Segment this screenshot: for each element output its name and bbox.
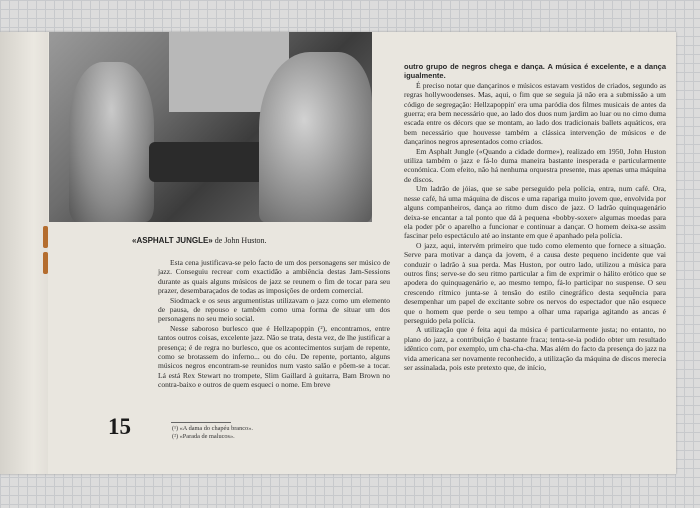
binding-staple [43, 226, 50, 274]
footnotes [172, 425, 253, 441]
caption-title: «ASPHALT JUNGLE» [132, 236, 213, 245]
photo-caption [132, 236, 267, 245]
paragraph: Siodmack e os seus argumentistas utilizavam o jazz como um elemento de pausa, de repouso e também como uma forma de situar um dos personagens no seu meio social. [158, 295, 390, 324]
paragraph: outro grupo de negros chega e dança. A música é excelente, e a dança igualmente. [404, 62, 666, 81]
photo-woman-figure [69, 62, 154, 222]
paragraph: Um ladrão de jóias, que se sabe perseguido pela polícia, entra, num café. Ora, nesse café, há uma máquina de discos e uma rapariga muito jovem que, envolvida por alguns companheiros, dança ao ritmo dum disco de jazz. O ladrão quinquagenário deixa-se encantar a tal ponto que dá à pequena «bobby-soxer» algumas moedas para ela poder pôr o aparelho a funcionar e continuar a dançar. O homem deixa-se assim fascinar pelo espectáculo até ao instante em que é apanhado pela polícia. [404, 184, 666, 241]
page-number: 15 [108, 414, 131, 439]
paragraph: O jazz, aqui, intervém primeiro que tudo como elemento que fornece a situação. Serve para motivar a dança da jovem, é a causa deste pequeno incidente que vai conduzir o ladrão à sua perda. Mas Huston, por outro lado, utilizou a música para outros fins; serve-se do seu ritmo particular a fim de exprimir o hálito erótico que se apodera do quinquagenário e, ao mesmo tempo, fá-lo participar no suspense. O seu crescendo rítmico junta-se à tensão do estilo cinegráfico desta sequência para desempenhar um papel de excitante sobre os nervos do espectador que não esquece que o homem que perde o seu tempo a olhar uma rapariga agitando as ancas é perseguido pela polícia. [404, 240, 666, 325]
film-still-photo [49, 32, 372, 222]
paragraph: Nesse saboroso burlesco que é Hellzapoppin (²), encontramos, entre tantos outros coisas, excelente jazz. Não se trata, desta vez, de lhe justificar a presença; é de regra no burlesco, que os acontecimentos surjam de repente, como se brotassem do inferno... ou do céu. De repente, portanto, alguns músicos negros encontram-se reunidos num vasto salão e põem-se a tocar. Lá está Rex Stewart no trompete, Slim Gaillard à guitarra, Bam Brown no contra-baixo e outros de quem esqueci o nome. Em breve [158, 323, 390, 390]
caption-credit: de John Huston. [212, 236, 267, 245]
footnote: (¹) «A dama do chapéu branco». [172, 425, 253, 432]
page-fold [0, 32, 48, 474]
paragraph: A utilização que é feita aqui da música é particularmente justa; no entanto, no plano do jazz, a contribuição é bastante fraca; tenta-se-ia podido obter um resultado idêntico com, por exemplo, um cha-cha-cha. Mas além do facto da presença do jazz na vida americana ser novamente reconhecido, a utilização da máquina de discos merecia ser assinalada, pois este pretexto que, de início, [404, 325, 666, 372]
footnote: (²) «Parada de malucos». [172, 433, 235, 440]
footnote-rule [171, 422, 231, 423]
paragraph: Esta cena justificava-se pelo facto de um dos personagens ser músico de jazz. Conseguiu recrear com exactidão a ambiência destas Jam-Sessions durante as quais alguns músicos de jazz se reunem o fim de tocar para seu prazer, desembaraçados de todas as imposições de ordem comercial. [158, 258, 390, 296]
paragraph: Em Asphalt Jungle («Quando a cidade dorme»), realizado em 1950, John Huston utiliza também o jazz e fá-lo duma maneira bastante inesperada e particularmente económica. Com efeito, não há nenhuma orquestra presente, mas apenas uma máquina de discos. [404, 146, 666, 184]
photo-man-figure [259, 52, 372, 222]
left-text-column [158, 258, 390, 390]
paragraph: É preciso notar que dançarinos e músicos estavam vestidos de criados, segundo as regras hollywoodenses. Mas, aqui, o fim que se seguia já não era a submissão a um código de segregação: Hellzapoppin' era uma paródia dos filmes musicais de antes da guerra; era bem necessário que, ao lado dos duos num jardim ao luar ou no cimo duma escada entre os décors que se montam, ao lado dos tradicionais ballets aquáticos, era bem necessário que houvesse também a clássica intervenção de músicos e de dançarinos negros apresentados como criados. [404, 80, 666, 147]
right-text-column [404, 62, 666, 372]
